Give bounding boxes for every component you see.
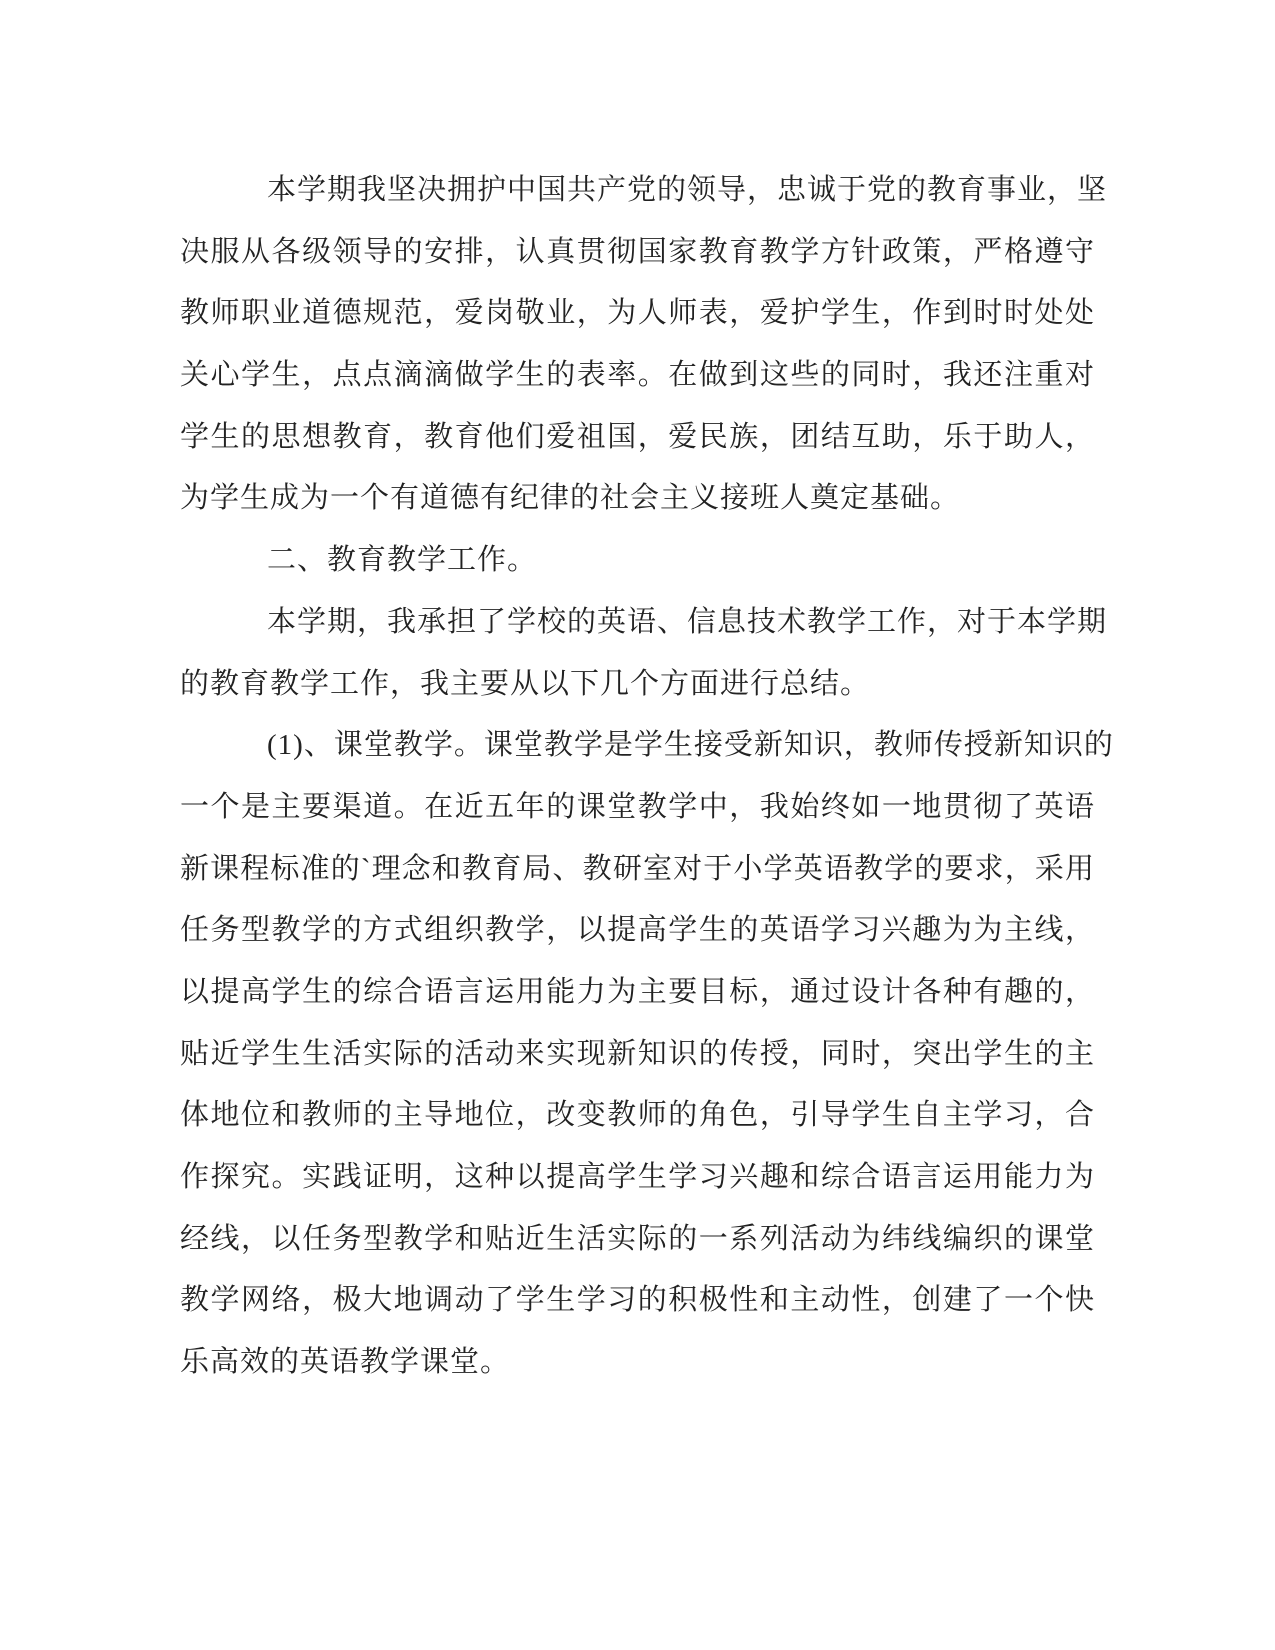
text-line: 乐高效的英语教学课堂。	[180, 1346, 511, 1379]
text-line: 任务型教学的方式组织教学，以提高学生的英语学习兴趣为为主线，	[180, 914, 1095, 947]
text-line: 本学期我坚决拥护中国共产党的领导，忠诚于党的教育事业，坚	[267, 174, 1108, 206]
text-line: 经线，以任务型教学和贴近生活实际的一系列活动为纬线编织的课堂	[180, 1222, 1095, 1255]
text-line: 的教育教学工作，我主要从以下几个方面进行总结。	[180, 667, 871, 700]
document-body	[180, 160, 1114, 1394]
text-line: 二、教育教学工作。	[267, 544, 538, 577]
text-line: 新课程标准的`理念和教育局、教研室对于小学英语教学的要求，采用	[180, 852, 1095, 885]
text-line: 教师职业道德规范，爱岗敬业，为人师表，爱护学生，作到时时处处	[180, 297, 1095, 330]
text-line: 教学网络，极大地调动了学生学习的积极性和主动性，创建了一个快	[180, 1284, 1095, 1317]
text-line: 学生的思想教育，教育他们爱祖国，爱民族，团结互助，乐于助人，	[180, 420, 1095, 453]
text-line: 关心学生，点点滴滴做学生的表率。在做到这些的同时，我还注重对	[180, 359, 1095, 392]
text-line: 一个是主要渠道。在近五年的课堂教学中，我始终如一地贯彻了英语	[180, 790, 1095, 823]
text-line: 贴近学生生活实际的活动来实现新知识的传授，同时，突出学生的主	[180, 1037, 1095, 1070]
text-line: 本学期，我承担了学校的英语、信息技术教学工作，对于本学期	[267, 605, 1108, 638]
text-line: 为学生成为一个有道德有纪律的社会主义接班人奠定基础。	[180, 482, 961, 515]
text-line: 决服从各级领导的安排，认真贯彻国家教育教学方针政策，严格遵守	[180, 235, 1095, 268]
text-line: 作探究。实践证明，这种以提高学生学习兴趣和综合语言运用能力为	[180, 1161, 1095, 1193]
text-line: 体地位和教师的主导地位，改变教师的角色，引导学生自主学习，合	[180, 1099, 1095, 1132]
text-line: 以提高学生的综合语言运用能力为主要目标，通过设计各种有趣的，	[180, 975, 1095, 1008]
text-line: (1)、课堂教学。课堂教学是学生接受新知识，教师传授新知识的	[267, 729, 1114, 762]
